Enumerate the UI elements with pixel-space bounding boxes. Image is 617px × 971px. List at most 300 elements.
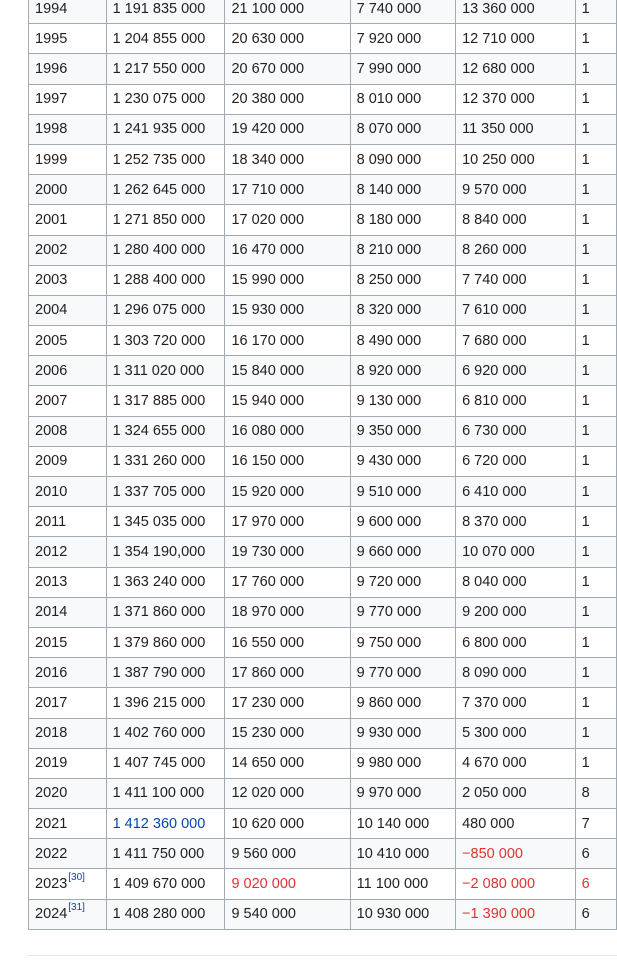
value-cell — [225, 386, 350, 416]
value-cell — [350, 144, 455, 174]
value-text: 1 — [581, 574, 590, 591]
value-text: 7 990 000 — [356, 60, 422, 77]
value-cell — [225, 658, 350, 688]
table-row — [29, 537, 617, 567]
value-text: 1 411 100 000 — [112, 785, 205, 802]
reference-link[interactable]: [30] — [68, 872, 85, 884]
value-text: 1 409 670 000 — [112, 876, 206, 893]
value-text: 17 860 000 — [231, 664, 305, 681]
year-cell — [29, 54, 107, 84]
page-divider — [28, 955, 617, 956]
value-cell — [225, 507, 350, 537]
year-text: 2024 — [35, 906, 68, 923]
value-cell — [350, 386, 455, 416]
value-text: 10 070 000 — [462, 543, 535, 560]
value-cell — [350, 658, 455, 688]
year-cell — [29, 386, 107, 416]
value-cell — [225, 205, 350, 235]
value-cell — [575, 144, 616, 174]
value-text: 8 370 000 — [462, 513, 527, 530]
value-text: 1 230 075 000 — [112, 91, 206, 108]
year-cell — [29, 265, 107, 295]
value-cell — [225, 84, 350, 114]
value-text: 15 230 000 — [231, 725, 305, 742]
value-cell — [106, 84, 225, 114]
value-text: 1 303 720 000 — [112, 332, 206, 349]
value-cell — [350, 507, 455, 537]
year-text: 2017 — [35, 694, 68, 711]
year-cell — [29, 205, 107, 235]
value-text: 9 720 000 — [356, 574, 422, 591]
value-text: 1 — [581, 543, 590, 560]
value-cell — [225, 416, 350, 446]
value-cell — [225, 175, 350, 205]
table-row — [29, 446, 617, 476]
table-row — [29, 748, 617, 778]
year-cell — [29, 175, 107, 205]
value-cell — [456, 54, 576, 84]
year-cell — [29, 114, 107, 144]
year-text: 2005 — [35, 332, 68, 349]
value-cell — [225, 627, 350, 657]
value-cell — [350, 24, 455, 54]
value-cell — [575, 688, 616, 718]
value-cell — [350, 537, 455, 567]
table-row — [29, 235, 617, 265]
value-cell — [106, 778, 225, 808]
value-cell — [225, 144, 350, 174]
value-cell — [456, 446, 576, 476]
table-row — [29, 869, 617, 899]
value-cell — [456, 778, 576, 808]
value-text: 9 600 000 — [356, 513, 422, 530]
value-cell — [456, 326, 576, 356]
value-text: 9 750 000 — [356, 634, 422, 651]
value-cell — [575, 54, 616, 84]
value-cell — [225, 718, 350, 748]
value-text: 1 331 260 000 — [112, 453, 206, 470]
value-cell — [106, 205, 225, 235]
value-text: 20 670 000 — [231, 60, 305, 77]
value-cell — [575, 24, 616, 54]
value-text: 5 300 000 — [462, 725, 527, 742]
year-cell — [29, 0, 107, 24]
value-cell — [106, 809, 225, 839]
value-cell — [575, 748, 616, 778]
value-text: 8 920 000 — [356, 362, 422, 379]
value-cell — [350, 597, 455, 627]
table-row — [29, 24, 617, 54]
value-cell — [106, 386, 225, 416]
value-text: 1 — [581, 393, 590, 410]
table-row — [29, 597, 617, 627]
value-text: 16 550 000 — [231, 634, 305, 651]
value-cell — [350, 175, 455, 205]
value-cell — [456, 416, 576, 446]
table-row — [29, 84, 617, 114]
year-cell — [29, 809, 107, 839]
value-text: 17 710 000 — [231, 181, 305, 198]
value-cell — [575, 869, 616, 899]
value-cell — [575, 718, 616, 748]
value-text: 19 420 000 — [231, 121, 305, 138]
value-text: 1 408 280 000 — [112, 906, 206, 923]
value-text: 1 — [581, 332, 590, 349]
value-text: 6 720 000 — [462, 453, 527, 470]
year-text: 2016 — [35, 664, 68, 681]
value-text: 1 — [581, 604, 590, 621]
value-cell — [350, 567, 455, 597]
value-text: 9 130 000 — [356, 393, 422, 410]
year-cell — [29, 839, 107, 869]
value-cell — [225, 0, 350, 24]
value-cell — [456, 507, 576, 537]
table-row — [29, 386, 617, 416]
year-text: 2012 — [35, 543, 68, 560]
value-text: 1 217 550 000 — [112, 60, 206, 77]
value-text: 15 990 000 — [231, 272, 305, 289]
year-cell — [29, 567, 107, 597]
value-text: 17 760 000 — [231, 574, 305, 591]
value-cell — [350, 356, 455, 386]
year-text: 2001 — [35, 211, 68, 228]
value-cell — [456, 235, 576, 265]
value-text: 1 — [581, 91, 590, 108]
value-cell — [456, 114, 576, 144]
value-text: 9 970 000 — [356, 785, 422, 802]
table-row — [29, 627, 617, 657]
value-cell — [456, 205, 576, 235]
value-cell — [575, 507, 616, 537]
value-text: 20 380 000 — [231, 91, 305, 108]
value-text: 21 100 000 — [231, 0, 305, 17]
year-text: 1996 — [35, 60, 68, 77]
value-cell — [575, 446, 616, 476]
value-cell — [350, 265, 455, 295]
year-cell — [29, 235, 107, 265]
year-text: 2003 — [35, 272, 68, 289]
value-cell — [575, 175, 616, 205]
value-cell — [225, 567, 350, 597]
value-text: 1 — [581, 0, 590, 17]
value-text: 6 800 000 — [462, 634, 527, 651]
value-cell — [106, 54, 225, 84]
value-cell — [575, 235, 616, 265]
table-row — [29, 416, 617, 446]
table-row — [29, 54, 617, 84]
year-cell — [29, 356, 107, 386]
value-cell — [456, 567, 576, 597]
value-cell — [106, 265, 225, 295]
value-text: 8 040 000 — [462, 574, 527, 591]
value-cell — [350, 235, 455, 265]
value-cell — [106, 869, 225, 899]
table-row — [29, 326, 617, 356]
value-cell — [350, 809, 455, 839]
value-text: 7 370 000 — [462, 694, 527, 711]
value-cell — [225, 597, 350, 627]
value-text: 12 710 000 — [462, 30, 535, 47]
value-cell — [456, 718, 576, 748]
year-text: 2002 — [35, 242, 68, 259]
value-text: 9 350 000 — [356, 423, 422, 440]
year-cell — [29, 507, 107, 537]
year-text: 2018 — [35, 725, 68, 742]
year-cell — [29, 24, 107, 54]
value-cell — [456, 809, 576, 839]
value-cell — [456, 265, 576, 295]
value-text: 1 — [581, 272, 590, 289]
value-cell — [225, 265, 350, 295]
value-cell — [350, 718, 455, 748]
value-cell — [350, 0, 455, 24]
value-cell — [350, 477, 455, 507]
year-text: 2009 — [35, 453, 68, 470]
value-cell — [106, 748, 225, 778]
table-row — [29, 778, 617, 808]
year-text: 2011 — [35, 513, 67, 530]
year-cell — [29, 326, 107, 356]
value-text: 9 860 000 — [356, 694, 422, 711]
value-cell — [106, 446, 225, 476]
value-text: 10 250 000 — [462, 151, 535, 168]
value-cell — [350, 839, 455, 869]
value-text: 1 — [581, 362, 590, 379]
value-cell — [225, 688, 350, 718]
value-cell — [575, 567, 616, 597]
year-cell — [29, 537, 107, 567]
value-cell — [225, 899, 350, 929]
value-text: 14 650 000 — [231, 755, 305, 772]
value-cell — [225, 477, 350, 507]
table-row — [29, 658, 617, 688]
value-text: 9 570 000 — [462, 181, 527, 198]
value-text: −850 000 — [462, 845, 523, 862]
value-cell — [575, 658, 616, 688]
value-cell — [225, 356, 350, 386]
year-cell — [29, 748, 107, 778]
value-text: −1 390 000 — [462, 906, 536, 923]
value-cell — [456, 627, 576, 657]
value-text: 1 — [581, 513, 590, 530]
value-cell — [350, 205, 455, 235]
value-text: 7 — [581, 815, 590, 832]
value-text: 11 100 000 — [356, 876, 429, 893]
year-text: 1999 — [35, 151, 68, 168]
value-cell — [350, 446, 455, 476]
value-cell — [106, 416, 225, 446]
value-text: 7 740 000 — [356, 0, 422, 17]
value-cell — [350, 688, 455, 718]
value-text: 1 411 750 000 — [112, 845, 205, 862]
value-cell — [350, 326, 455, 356]
value-text: 1 241 935 000 — [112, 121, 206, 138]
value-text: 18 340 000 — [231, 151, 305, 168]
value-cell — [350, 627, 455, 657]
value-cell — [456, 0, 576, 24]
value-text: 7 680 000 — [462, 332, 527, 349]
value-cell — [106, 627, 225, 657]
value-cell — [350, 899, 455, 929]
value-text: 1 280 400 000 — [112, 242, 206, 259]
value-text: 8 210 000 — [356, 242, 422, 259]
year-cell — [29, 718, 107, 748]
year-cell — [29, 627, 107, 657]
value-text: 4 670 000 — [462, 755, 527, 772]
value-text: 1 252 735 000 — [112, 151, 206, 168]
table-row — [29, 114, 617, 144]
value-cell — [456, 537, 576, 567]
value-text: 1 — [581, 483, 590, 500]
table-row — [29, 205, 617, 235]
value-text: 8 490 000 — [356, 332, 422, 349]
value-text: 1 — [581, 60, 590, 77]
value-text: 9 930 000 — [356, 725, 422, 742]
value-cell — [456, 688, 576, 718]
year-cell — [29, 144, 107, 174]
value-cell — [106, 114, 225, 144]
value-text: 15 920 000 — [231, 483, 305, 500]
value-text: 2 050 000 — [462, 785, 527, 802]
value-text: 6 — [581, 876, 590, 893]
value-text: 1 396 215 000 — [112, 694, 206, 711]
value-text: 16 150 000 — [231, 453, 305, 470]
value-text: 1 — [581, 211, 590, 228]
value-text: 1 407 745 000 — [112, 755, 206, 772]
value-text: 7 610 000 — [462, 302, 527, 319]
value-cell — [456, 356, 576, 386]
value-text: 10 410 000 — [356, 845, 430, 862]
value-text: 1 — [581, 151, 590, 168]
value-text: 7 740 000 — [462, 272, 527, 289]
value-text: 9 770 000 — [356, 604, 422, 621]
value-cell — [106, 688, 225, 718]
value-text: 8 180 000 — [356, 211, 422, 228]
value-text: 1 191 835 000 — [112, 0, 206, 17]
value-text: 1 271 850 000 — [112, 211, 206, 228]
value-text: 1 387 790 000 — [112, 664, 206, 681]
value-text: 9 510 000 — [356, 483, 422, 500]
year-text: 2022 — [35, 845, 68, 862]
value-text: 1 — [581, 664, 590, 681]
value-cell — [350, 295, 455, 325]
value-cell — [106, 658, 225, 688]
value-cell — [575, 265, 616, 295]
value-cell — [106, 597, 225, 627]
year-text: 1994 — [35, 0, 68, 17]
value-text: 1 288 400 000 — [112, 272, 206, 289]
value-cell — [575, 778, 616, 808]
value-text: 10 140 000 — [356, 815, 430, 832]
value-cell — [106, 295, 225, 325]
value-cell — [575, 295, 616, 325]
value-text: 19 730 000 — [231, 543, 305, 560]
table-row — [29, 718, 617, 748]
value-cell — [350, 84, 455, 114]
year-text: 1995 — [35, 30, 68, 47]
value-cell — [106, 718, 225, 748]
year-text: 2006 — [35, 362, 68, 379]
value-text: 480 000 — [462, 815, 515, 832]
year-text: 2008 — [35, 423, 68, 440]
value-text: 6 410 000 — [462, 483, 527, 500]
value-cell — [350, 748, 455, 778]
year-cell — [29, 688, 107, 718]
value-cell — [106, 235, 225, 265]
value-text: 1 317 885 000 — [112, 393, 206, 410]
value-text: 8 840 000 — [462, 211, 527, 228]
value-cell — [575, 0, 616, 24]
table-row — [29, 295, 617, 325]
year-cell — [29, 597, 107, 627]
population-table-wrapper — [28, 0, 617, 930]
value-text: 1 379 860 000 — [112, 634, 206, 651]
value-text: 1 — [581, 725, 590, 742]
value-text: 11 350 000 — [462, 121, 534, 138]
value-cell — [575, 326, 616, 356]
year-text: 2020 — [35, 785, 68, 802]
year-cell — [29, 869, 107, 899]
value-cell — [575, 114, 616, 144]
value-cell — [575, 84, 616, 114]
value-text[interactable]: 1 412 360 000 — [112, 815, 206, 832]
value-text: 9 200 000 — [462, 604, 527, 621]
value-text: 1 363 240 000 — [112, 574, 206, 591]
value-cell — [456, 477, 576, 507]
value-text: 9 980 000 — [356, 755, 422, 772]
value-text: 1 345 035 000 — [112, 513, 206, 530]
value-cell — [350, 869, 455, 899]
value-text: 15 930 000 — [231, 302, 305, 319]
value-text: 9 430 000 — [356, 453, 422, 470]
year-text: 1998 — [35, 121, 68, 138]
value-cell — [456, 386, 576, 416]
value-cell — [350, 54, 455, 84]
value-text: 8 090 000 — [356, 151, 422, 168]
table-row — [29, 688, 617, 718]
year-cell — [29, 84, 107, 114]
value-cell — [575, 627, 616, 657]
table-row — [29, 356, 617, 386]
value-text: 16 080 000 — [231, 423, 305, 440]
value-text: 1 — [581, 302, 590, 319]
year-cell — [29, 446, 107, 476]
value-cell — [456, 869, 576, 899]
value-cell — [225, 235, 350, 265]
value-cell — [106, 537, 225, 567]
value-cell — [225, 326, 350, 356]
value-text: 9 560 000 — [231, 845, 296, 862]
table-row — [29, 567, 617, 597]
value-cell — [106, 477, 225, 507]
value-cell — [225, 54, 350, 84]
value-text: 9 770 000 — [356, 664, 422, 681]
value-cell — [106, 356, 225, 386]
value-cell — [575, 597, 616, 627]
value-cell — [456, 84, 576, 114]
value-cell — [106, 507, 225, 537]
table-body — [29, 0, 617, 929]
value-text: 8 140 000 — [356, 181, 422, 198]
year-text: 2023 — [35, 876, 68, 893]
reference-link[interactable]: [31] — [68, 902, 85, 914]
value-cell — [456, 839, 576, 869]
table-row — [29, 507, 617, 537]
value-text: 1 — [581, 121, 590, 138]
value-text: 1 337 705 000 — [112, 483, 206, 500]
value-cell — [575, 809, 616, 839]
value-text: 15 940 000 — [231, 393, 305, 410]
